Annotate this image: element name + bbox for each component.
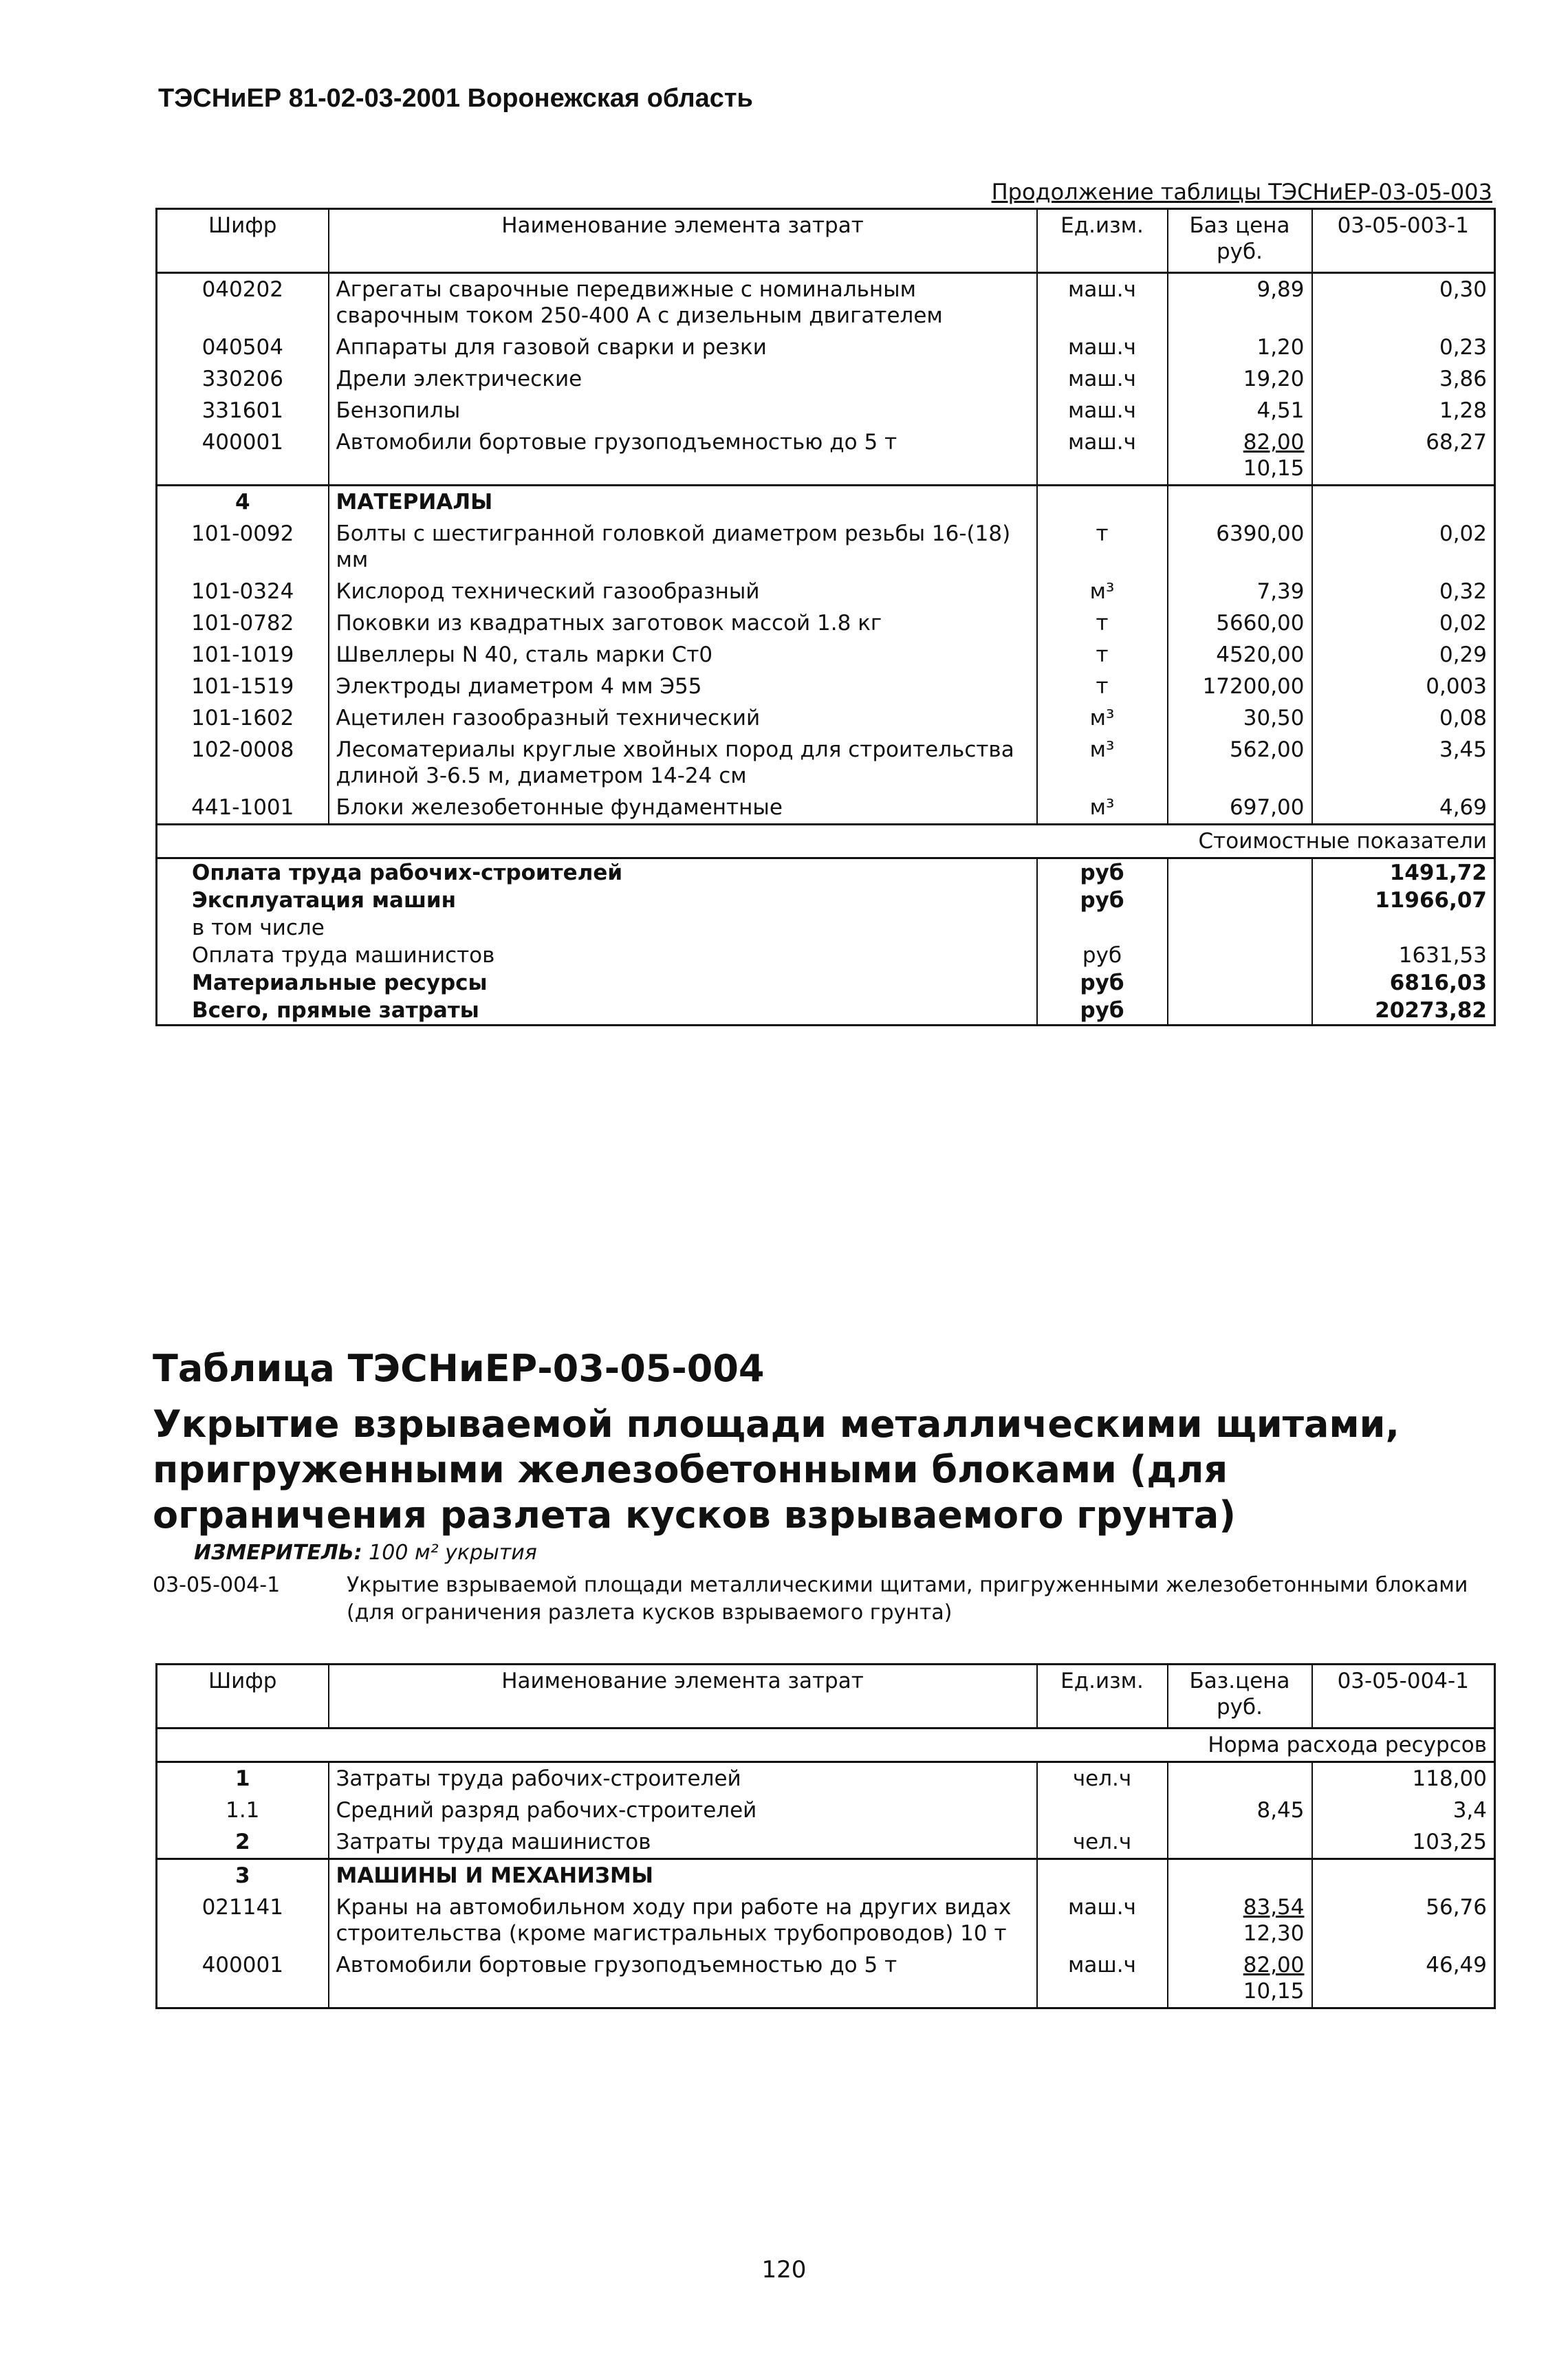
row-code: 101-0092 [191, 521, 294, 546]
row-name: Кислород технический газообразный [329, 576, 1037, 607]
row-name: Затраты труда рабочих-строителей [329, 1762, 1037, 1795]
row-code: 040504 [202, 335, 283, 360]
machine-row [157, 426, 1495, 486]
row-value: 1,28 [1312, 395, 1495, 426]
row-price [1168, 1826, 1312, 1859]
row-name: Лесоматериалы круглые хвойных пород для строительства длиной 3-6.5 м, диаметром 14-24 см [329, 734, 1037, 792]
row-unit: маш.ч [1037, 1949, 1168, 2008]
measure-line [194, 1541, 537, 1565]
row-unit [1037, 1795, 1168, 1826]
section-code: 4 [157, 486, 329, 519]
row-unit: м³ [1037, 702, 1168, 734]
machines-section-row [157, 1859, 1495, 1892]
summary-unit: руб [1037, 887, 1168, 914]
price-value-secondary: 12,30 [1243, 1921, 1305, 1946]
summary-unit: руб [1037, 997, 1168, 1026]
row-unit: маш.ч [1037, 395, 1168, 426]
row-value: 56,76 [1312, 1892, 1495, 1949]
row-name: Аппараты для газовой сварки и резки [329, 332, 1037, 363]
row-code: 2 [235, 1830, 250, 1854]
price-value: 19,20 [1243, 367, 1305, 391]
row-value: 68,27 [1312, 426, 1495, 486]
summary-label: Эксплуатация машин [192, 888, 457, 913]
row-code: 330206 [202, 367, 283, 391]
norm-code: 03-05-004-1 [153, 1573, 281, 1597]
col-header-norm: 03-05-003-1 [1312, 209, 1495, 273]
material-row [157, 518, 1495, 576]
price-value: 562,00 [1230, 737, 1305, 762]
row-price [1168, 576, 1312, 607]
row-unit: маш.ч [1037, 273, 1168, 332]
row-price [1168, 426, 1312, 486]
section-code: 3 [157, 1859, 329, 1892]
row-price [1168, 1795, 1312, 1826]
summary-row [157, 969, 1495, 997]
material-row [157, 576, 1495, 607]
summary-row [157, 858, 1495, 887]
col-header-price: Баз цена руб. [1168, 209, 1312, 273]
cost-band-label: Стоимостные показатели [157, 825, 1495, 858]
price-value: 17200,00 [1202, 674, 1305, 699]
material-row [157, 702, 1495, 734]
summary-label: Оплата труда рабочих-строителей [192, 860, 623, 885]
row-name: Автомобили бортовые грузоподъемностью до 5 т [329, 1949, 1037, 2008]
row-unit: маш.ч [1037, 332, 1168, 363]
row-code: 441-1001 [191, 795, 294, 820]
resource-table-03-05-003 [155, 208, 1496, 1026]
row-value: 0,08 [1312, 702, 1495, 734]
row-code: 021141 [202, 1895, 283, 1920]
price-value-secondary: 10,15 [1243, 456, 1305, 481]
machine-row [157, 395, 1495, 426]
summary-label: Материальные ресурсы [192, 971, 488, 995]
summary-value [1312, 914, 1495, 942]
table-continuation-caption: Продолжение таблицы ТЭСНиЕР-03-05-003 [991, 179, 1492, 205]
row-unit: т [1037, 671, 1168, 702]
page-number: 120 [761, 2256, 807, 2284]
row-name: Бензопилы [329, 395, 1037, 426]
resource-table-03-05-004 [155, 1663, 1496, 2009]
row-name: Ацетилен газообразный технический [329, 702, 1037, 734]
row-unit: чел.ч [1037, 1826, 1168, 1859]
summary-row [157, 997, 1495, 1026]
row-name: Болты с шестигранной головкой диаметром резьбы 16-(18) мм [329, 518, 1037, 576]
price-value: 83,54 [1243, 1895, 1305, 1920]
summary-value: 1631,53 [1312, 942, 1495, 969]
row-unit: м³ [1037, 576, 1168, 607]
summary-label: Оплата труда машинистов [192, 943, 495, 968]
row-name: Агрегаты сварочные передвижные с номинальным сварочным током 250-400 А с дизельным двигателем [329, 273, 1037, 332]
section-heading: Укрытие взрываемой площади металлическими щитами, пригруженными железобетонными блоками (для ограничения разлета кусков взрываемого грунта) [153, 1402, 1400, 1537]
row-price [1168, 702, 1312, 734]
row-code: 102-0008 [191, 737, 294, 762]
row-name: Краны на автомобильном ходу при работе на других видах строительства (кроме магистральных трубопроводов) 10 т [329, 1892, 1037, 1949]
summary-value: 11966,07 [1312, 887, 1495, 914]
row-code: 400001 [202, 1953, 283, 1978]
row-value: 4,69 [1312, 792, 1495, 825]
machine-row [157, 332, 1495, 363]
row-code: 400001 [202, 430, 283, 455]
norm-description: Укрытие взрываемой площади металлическими щитами, пригруженными железобетонными блоками (для ограничения разлета кусков взрываемого грунта) [347, 1573, 1468, 1625]
measure-label: ИЗМЕРИТЕЛЬ: [194, 1541, 362, 1565]
row-name: Затраты труда машинистов [329, 1826, 1037, 1859]
material-row [157, 671, 1495, 702]
row-price [1168, 518, 1312, 576]
price-value: 6390,00 [1216, 521, 1305, 546]
row-price [1168, 607, 1312, 639]
price-value: 7,39 [1256, 579, 1305, 604]
col-header-unit: Ед.изм. [1037, 1665, 1168, 1729]
row-unit: чел.ч [1037, 1762, 1168, 1795]
row-unit: т [1037, 518, 1168, 576]
section-name: МАШИНЫ И МЕХАНИЗМЫ [329, 1859, 1037, 1892]
row-price [1168, 332, 1312, 363]
row-name: Автомобили бортовые грузоподъемностью до 5 т [329, 426, 1037, 486]
summary-price [1168, 997, 1312, 1026]
summary-price [1168, 969, 1312, 997]
row-value: 3,4 [1312, 1795, 1495, 1826]
price-value: 30,50 [1243, 706, 1305, 730]
col-header-price: Баз.цена руб. [1168, 1665, 1312, 1729]
price-value: 697,00 [1230, 795, 1305, 820]
summary-row [157, 887, 1495, 914]
row-name: Средний разряд рабочих-строителей [329, 1795, 1037, 1826]
price-value: 82,00 [1243, 430, 1305, 455]
summary-price [1168, 942, 1312, 969]
row-unit: т [1037, 607, 1168, 639]
norm-band-label: Норма расхода ресурсов [157, 1729, 1495, 1762]
labor-row [157, 1762, 1495, 1795]
labor-row [157, 1795, 1495, 1826]
material-row [157, 792, 1495, 825]
row-value: 0,29 [1312, 639, 1495, 671]
row-price [1168, 734, 1312, 792]
row-code: 101-1019 [191, 642, 294, 667]
summary-value: 1491,72 [1312, 858, 1495, 887]
summary-unit: руб [1037, 858, 1168, 887]
row-price [1168, 1949, 1312, 2008]
row-code: 1 [235, 1766, 250, 1791]
machine-row [157, 273, 1495, 332]
machine-row [157, 1949, 1495, 2008]
row-value: 3,86 [1312, 363, 1495, 395]
table-title: Таблица ТЭСНиЕР-03-05-004 [153, 1347, 765, 1390]
row-unit: м³ [1037, 734, 1168, 792]
row-unit: маш.ч [1037, 363, 1168, 395]
col-header-name: Наименование элемента затрат [329, 209, 1037, 273]
summary-unit [1037, 914, 1168, 942]
machine-row [157, 363, 1495, 395]
row-code: 040202 [202, 277, 283, 302]
row-unit: маш.ч [1037, 1892, 1168, 1949]
summary-value: 20273,82 [1312, 997, 1495, 1026]
row-price [1168, 671, 1312, 702]
row-value: 118,00 [1312, 1762, 1495, 1795]
section-name: МАТЕРИАЛЫ [329, 486, 1037, 519]
row-name: Дрели электрические [329, 363, 1037, 395]
summary-price [1168, 858, 1312, 887]
table-header-row [157, 209, 1495, 273]
row-price [1168, 273, 1312, 332]
price-value: 5660,00 [1216, 611, 1305, 636]
cost-band-row [157, 825, 1495, 858]
row-code: 101-1602 [191, 706, 294, 730]
row-value: 0,23 [1312, 332, 1495, 363]
row-name: Электроды диаметром 4 мм Э55 [329, 671, 1037, 702]
row-value: 0,02 [1312, 518, 1495, 576]
row-price [1168, 792, 1312, 825]
price-value: 8,45 [1256, 1798, 1305, 1823]
summary-label: Всего, прямые затраты [192, 998, 479, 1023]
row-code: 331601 [202, 398, 283, 423]
summary-row [157, 914, 1495, 942]
row-value: 0,30 [1312, 273, 1495, 332]
summary-price [1168, 914, 1312, 942]
col-header-name: Наименование элемента затрат [329, 1665, 1037, 1729]
row-value: 0,32 [1312, 576, 1495, 607]
row-code: 101-0782 [191, 611, 294, 636]
price-value: 82,00 [1243, 1953, 1305, 1978]
summary-unit: руб [1037, 969, 1168, 997]
row-code: 1.1 [226, 1798, 260, 1823]
labor-row [157, 1826, 1495, 1859]
row-value: 0,02 [1312, 607, 1495, 639]
col-header-norm: 03-05-004-1 [1312, 1665, 1495, 1729]
row-unit: маш.ч [1037, 426, 1168, 486]
price-value-secondary: 10,15 [1243, 1979, 1305, 2004]
col-header-code: Шифр [157, 209, 329, 273]
row-name: Блоки железобетонные фундаментные [329, 792, 1037, 825]
col-header-unit: Ед.изм. [1037, 209, 1168, 273]
row-price [1168, 639, 1312, 671]
table-header-row [157, 1665, 1495, 1729]
summary-row [157, 942, 1495, 969]
materials-section-row [157, 486, 1495, 519]
row-value: 3,45 [1312, 734, 1495, 792]
row-unit: м³ [1037, 792, 1168, 825]
price-value: 9,89 [1256, 277, 1305, 302]
summary-label: в том числе [192, 915, 325, 940]
material-row [157, 734, 1495, 792]
row-value: 0,003 [1312, 671, 1495, 702]
col-header-code: Шифр [157, 1665, 329, 1729]
row-price [1168, 1762, 1312, 1795]
norm-band-row [157, 1729, 1495, 1762]
summary-price [1168, 887, 1312, 914]
material-row [157, 639, 1495, 671]
row-value: 46,49 [1312, 1949, 1495, 2008]
row-code: 101-0324 [191, 579, 294, 604]
row-unit: т [1037, 639, 1168, 671]
row-price [1168, 363, 1312, 395]
row-value: 103,25 [1312, 1826, 1495, 1859]
row-code: 101-1519 [191, 674, 294, 699]
row-price [1168, 395, 1312, 426]
row-name: Поковки из квадратных заготовок массой 1.8 кг [329, 607, 1037, 639]
price-value: 4,51 [1256, 398, 1305, 423]
material-row [157, 607, 1495, 639]
document-header: ТЭСНиЕР 81-02-03-2001 Воронежская область [158, 84, 753, 113]
machine-row [157, 1892, 1495, 1949]
row-name: Швеллеры N 40, сталь марки Ст0 [329, 639, 1037, 671]
price-value: 4520,00 [1216, 642, 1305, 667]
summary-value: 6816,03 [1312, 969, 1495, 997]
row-price [1168, 1892, 1312, 1949]
measure-value: 100 м² укрытия [369, 1541, 537, 1565]
price-value: 1,20 [1256, 335, 1305, 360]
summary-unit: руб [1037, 942, 1168, 969]
